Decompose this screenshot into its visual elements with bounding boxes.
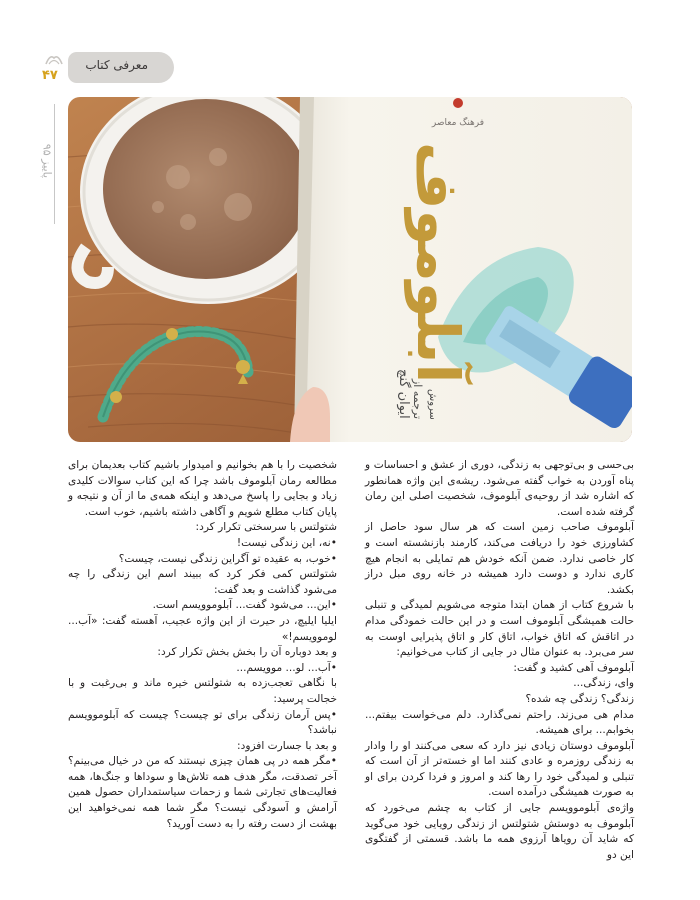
paragraph: •مگر همه در پی همان چیزی نیستند که من در خیال می‌بینم؟ آخر تصدقت، مگر هدف همه تلاش‌ها و سوداها و جنگ‌ها، همه فعالیت‌های تجارتی شما و زحمات سیاستمداران حصول همین آرامش و آسودگی نیست؟ مگر شما همه نمی‌خواهید این بهشت از دست رفته را به دست آورید؟ <box>68 755 337 830</box>
issue-label: پاییز ۹۵ <box>40 143 54 179</box>
translator-fragment: ترجمه از <box>411 379 424 420</box>
paragraph: شخصیت را با هم بخوانیم و امیدوار باشیم کتاب بعدیمان برای مطالعه رمان آبلوموف باشد چرا که این کتاب سوالات کلیدی زیاد و بجایی را پاسخ می‌دهد و اینکه همه‌ی ما از آن و نتیجه و پایان کتاب مطلع شویم و آگاهی داشته باشیم، خوب است. <box>68 459 337 518</box>
magazine-logo-icon <box>44 51 64 65</box>
paragraph: •این... می‌شود گفت... آبلوموویسم است. <box>152 599 337 612</box>
section-label: معرفی کتاب <box>85 58 148 72</box>
paragraph: با شروع کتاب از همان ابتدا متوجه می‌شویم لمیدگی و تنبلی حالت همیشگی آبلوموف است و در این حالت خمودگی مدام در اتاقش که اتاق خواب، اتاق کار و اتاق پذیرایی اوست به سر می‌برد. به عنوان مثال در جایی از کتاب می‌خوانیم: <box>365 599 634 659</box>
page-number: ۴۷ <box>42 68 58 83</box>
paragraph: •نه، این زندگی نیست! <box>236 536 337 549</box>
paragraph: آبلوموف آهی کشید و گفت: <box>513 661 634 674</box>
paragraph: شتولتس کمی فکر کرد که ببیند اسم این زندگی را چه می‌شود گذاشت و بعد گفت: <box>68 568 337 596</box>
paragraph: با نگاهی تعجب‌زده به شتولتس خیره ماند و بی‌رغبت و با خجالت پرسید: <box>68 677 337 705</box>
book-title: آبلوموف <box>404 142 472 384</box>
paragraph: ایلیا ایلیچ، در حیرت از این واژه عجیب، آهسته گفت: «آب... لوموویسم!» <box>68 614 337 643</box>
paragraph: واژه‌ی آبلوموویسم جایی از کتاب به چشم می‌خورد که آبلوموف به دوستش شتولتس از زندگی رویایی خود می‌گوید که شاید آن رویاها آرزوی همه ما باشد. قسمتی از گفتگوی این دو <box>365 802 634 861</box>
book-photo-illustration <box>68 97 632 442</box>
paragraph: و بعد با جسارت افزود: <box>237 739 337 752</box>
paragraph: شتولتس با سرسختی تکرار کرد: <box>195 521 337 534</box>
paragraph: زندگی؟ زندگی چه شده؟ <box>525 692 634 705</box>
paragraph: و بعد دوباره آن را بخش بخش تکرار کرد: <box>157 646 337 659</box>
publisher-name: فرهنگ معاصر <box>431 118 485 128</box>
paragraph: بی‌حسی و بی‌توجهی به زندگی، دوری از عشق و احساسات و پناه آوردن به خواب گفته می‌شود. ریشه‌ی این واژه همانطور که اشاره شد از روحیه‌ی آبلوموف، شخصیت اصلی این رمان گرفته شده است. <box>365 459 634 518</box>
author-fragment: ایوان گنچ <box>396 369 411 419</box>
section-tab <box>68 52 174 83</box>
paragraph: وای، زندگی... <box>573 677 634 690</box>
book-photo <box>68 97 632 442</box>
article-column-left <box>68 458 337 832</box>
paragraph: مدام هی می‌زند. راحتم نمی‌گذارد. دلم می‌خواست بیفتم... بخوابم... برای همیشه. <box>365 708 634 737</box>
paragraph: •خوب، به عقیده تو آگراین زندگی نیست، چیست؟ <box>118 552 337 565</box>
paragraph: آبلوموف صاحب زمین است که هر سال سود حاصل از کشاورزی خود را دریافت می‌کند، کارمند بازنشسته است و کار خاصی ندارد. ضمن آنکه خودش هم تمایلی به انجام هیچ کاری ندارد و دوست دارد همیشه در خانه روی مبل دراز بکشد. <box>365 521 634 596</box>
article-column-right <box>365 458 634 863</box>
paragraph: آبلوموف دوستان زیادی نیز دارد که سعی می‌کنند او را وادار به زندگی روزمره و عادی کنند اما او خسته‌تر از آن است که تنبلی و لمیدگی خود را رها کند و امروز و فردا کردن برای او به صورت همیشگی درآمده است. <box>365 739 634 799</box>
paragraph: •آب... لو... موویسم... <box>236 661 337 674</box>
paragraph: •پس آرمان زندگی برای تو چیست؟ چیست که آبلوموویسم نباشد؟ <box>68 708 337 737</box>
translator-name-fragment: سروش <box>427 389 438 420</box>
issue-label-box <box>35 96 59 226</box>
